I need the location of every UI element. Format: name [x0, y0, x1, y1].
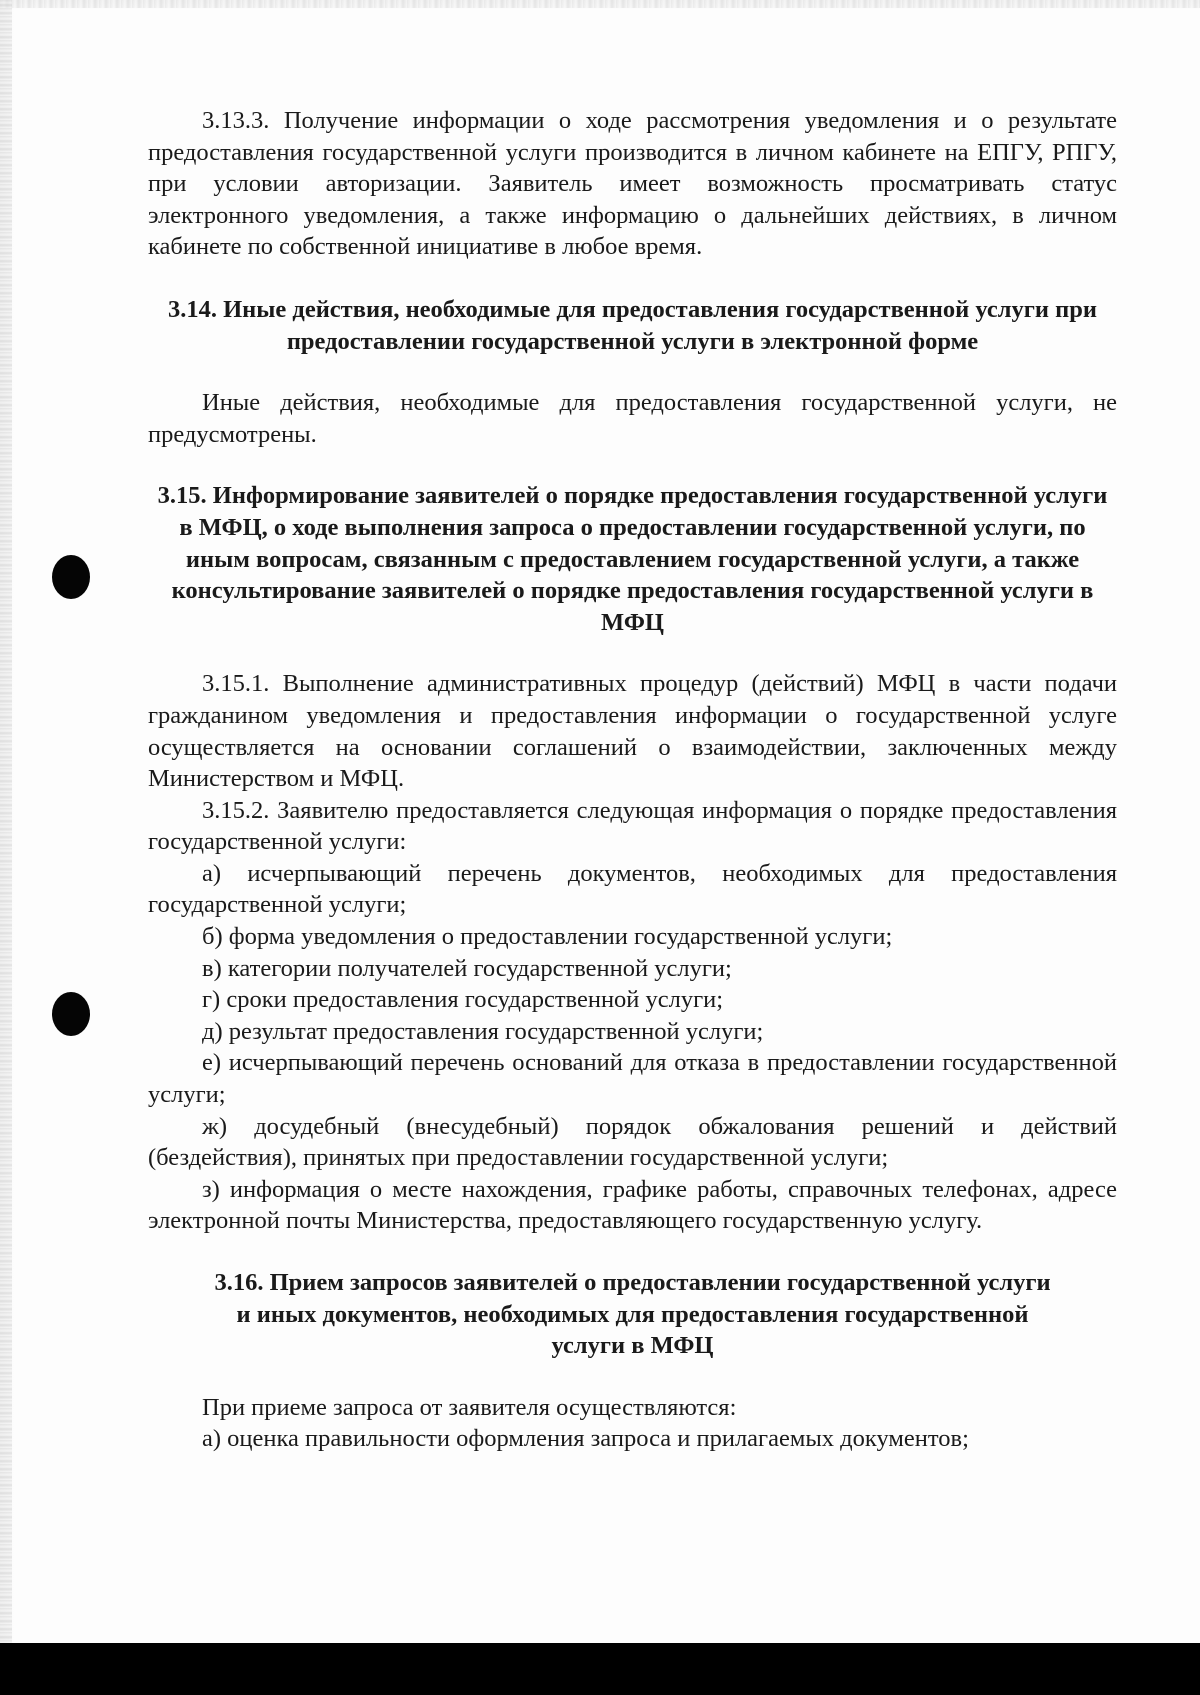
list-item-e: е) исчерпывающий перечень оснований для отказа в предоставлении государственной услуги; — [148, 1049, 1117, 1109]
heading-3-14: 3.14. Иные действия, необходимые для предоставления государственной услуги при предоставлении государственной услуги в электронной форме — [168, 295, 1097, 355]
list-item-z: з) информация о месте нахождения, графике работы, справочных телефонах, адресе электронной почты Министерства, предоставляющего государственную услугу. — [148, 1175, 1117, 1235]
heading-3-16-line-1: 3.16. Прием запросов заявителей о предоставлении государственной услуги — [214, 1269, 1051, 1296]
scan-bottom-border — [0, 1643, 1200, 1695]
paragraph-3-16-intro: При приеме запроса от заявителя осуществляются: — [202, 1393, 737, 1421]
heading-3-16-line-3: услуги в МФЦ — [551, 1332, 714, 1360]
list-item-g: г) сроки предоставления государственной услуги; — [202, 986, 724, 1014]
paragraph-3-16-item-a: а) оценка правильности оформления запроса и прилагаемых документов; — [202, 1425, 969, 1453]
spacer — [148, 1362, 1117, 1392]
paragraph-3-15-1: 3.15.1. Выполнение административных процедур (действий) МФЦ в части подачи гражданином уведомления и предоставления информации о государственной услуге осуществляется на основании соглашений о взаимодействии, заключенных между Министерством и МФЦ. — [148, 670, 1117, 793]
spacer — [148, 1237, 1117, 1267]
punch-hole-top — [52, 555, 90, 599]
list-item-zh: ж) досудебный (внесудебный) порядок обжалования решений и действий (бездействия), принятых при предоставлении государственной услуги; — [148, 1112, 1117, 1172]
list-item-a: а) исчерпывающий перечень документов, необходимых для предоставления государственной услуги; — [148, 859, 1117, 919]
list-item-d: д) результат предоставления государственной услуги; — [202, 1017, 764, 1045]
paragraph-3-13-3: 3.13.3. Получение информации о ходе рассмотрения уведомления и о результате предоставления государственной услуги производится в личном кабинете на ЕПГУ, РПГУ, при условии авторизации. Заявитель имеет возможность просматривать статус электронного уведомления, а также информацию о дальнейших действиях, в личном кабинете по собственной инициативе в любое время. — [148, 107, 1117, 261]
list-item-b: б) форма уведомления о предоставлении государственной услуги; — [202, 923, 893, 951]
punch-hole-bottom — [52, 992, 90, 1036]
heading-3-16-line-2: и иных документов, необходимых для предоставления государственной — [236, 1300, 1029, 1328]
spacer — [148, 357, 1117, 387]
scan-top-edge — [0, 0, 1200, 8]
document-body — [148, 105, 1117, 1455]
heading-3-15: 3.15. Информирование заявителей о порядке предоставления государственной услуги в МФЦ, о ходе выполнения запроса о предоставлении государственной услуги, по иным вопросам, связанным с предоставлением государственной услуги, а также консультирование заявителей о порядке предоставления государственной услуги в МФЦ — [157, 482, 1108, 636]
scan-left-edge — [0, 0, 12, 1643]
paragraph-3-14-text: Иные действия, необходимые для предоставления государственной услуги, не предусмотрены. — [148, 389, 1117, 448]
spacer — [148, 263, 1117, 294]
list-item-v: в) категории получателей государственной услуги; — [202, 954, 732, 982]
paragraph-3-15-2: 3.15.2. Заявителю предоставляется следующая информация о порядке предоставления государственной услуги: — [148, 796, 1117, 856]
spacer — [148, 450, 1117, 480]
heading-3-16 — [148, 1267, 1117, 1362]
spacer — [148, 638, 1117, 668]
